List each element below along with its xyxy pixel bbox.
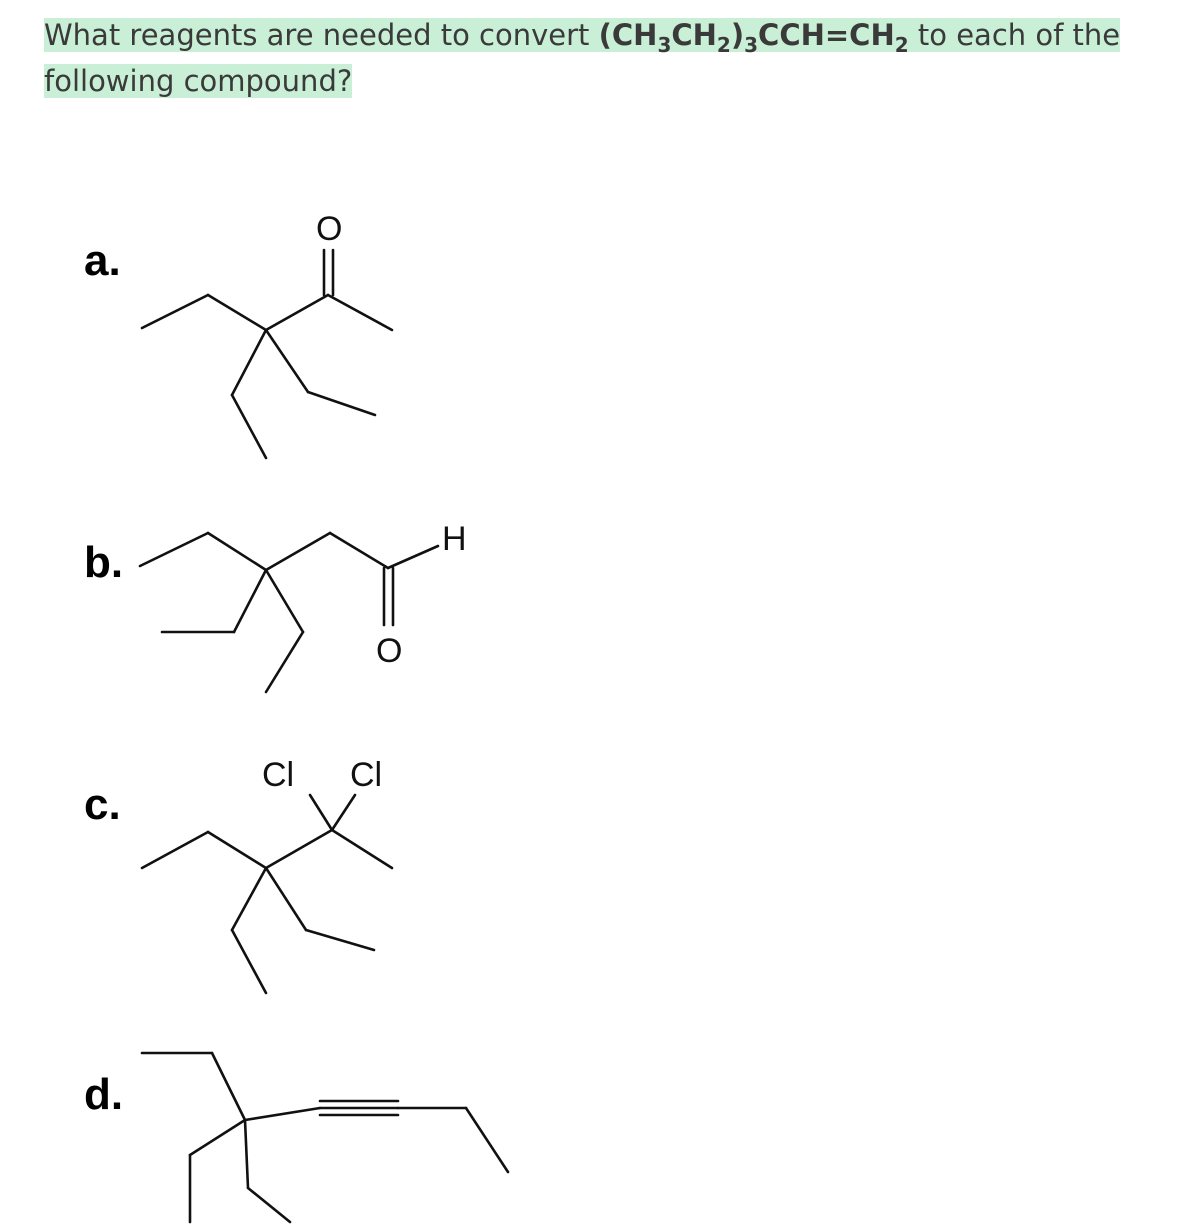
- atom-a-oxygen: O: [316, 210, 343, 248]
- question-prefix: What reagents are needed to convert: [44, 18, 599, 52]
- structure-d: [142, 1053, 508, 1222]
- structure-c: [142, 756, 392, 993]
- structure-b: [140, 520, 467, 692]
- atom-c-chlorine-2: Cl: [350, 756, 383, 794]
- item-a-label: a.: [84, 236, 121, 285]
- item-b-label: b.: [84, 538, 124, 587]
- question-suffix: to each of the following compound?: [44, 18, 1121, 98]
- structure-a: [142, 210, 392, 458]
- atom-b-oxygen: O: [376, 632, 403, 670]
- starting-formula: $(CH_3CH_2)_3CCH=CH_2$: [598, 18, 909, 57]
- item-d-label: d.: [84, 1070, 124, 1119]
- atom-c-chlorine-1: Cl: [262, 756, 295, 794]
- item-c-label: c.: [84, 780, 121, 829]
- atom-b-hydrogen: H: [442, 520, 467, 558]
